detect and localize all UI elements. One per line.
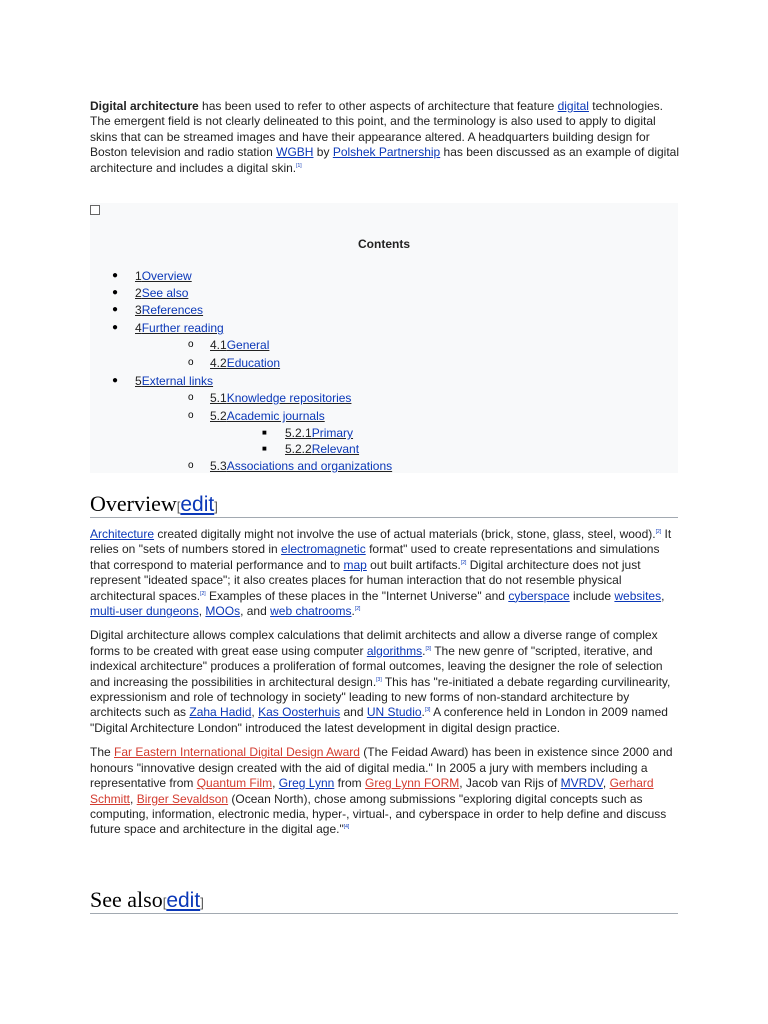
link-far-eastern-award[interactable]: Far Eastern International Digital Design Award <box>114 745 360 760</box>
toc-item-relevant[interactable]: 5.2.2Relevant <box>285 442 360 456</box>
toc-bullet: ■ <box>262 444 267 453</box>
ref-2d[interactable]: [2] <box>354 606 361 613</box>
link-digital[interactable]: digital <box>557 99 589 113</box>
overview-section <box>90 527 680 838</box>
link-un-studio[interactable]: UN Studio <box>366 705 422 720</box>
toc-bullet: o <box>188 357 194 368</box>
article <box>90 99 680 912</box>
heading-overview: Overview[edit] <box>90 491 218 516</box>
link-moos[interactable]: MOOs <box>205 604 241 619</box>
ref-3[interactable]: [3] <box>425 645 432 652</box>
toc-item-general[interactable]: 4.1General <box>210 338 270 352</box>
toc-item-further-reading[interactable]: 4Further reading <box>135 321 224 335</box>
toc-item-external-links[interactable]: 5External links <box>135 374 214 388</box>
link-quantum-film[interactable]: Quantum Film <box>196 776 273 791</box>
toc-toggle-checkbox[interactable] <box>90 205 100 215</box>
link-cyberspace[interactable]: cyberspace <box>508 588 570 603</box>
link-map[interactable]: map <box>343 557 367 572</box>
link-greg-lynn-form[interactable]: Greg Lynn FORM <box>365 776 460 791</box>
intro-paragraph: Digital architecture has been used to refer to other aspects of architecture that feature digital technologies. The emergent field is not clearly delineated to this point, and the terminology is also used to apply to digital skins that can be streamed images and have their appearance altered. A headquarters building design for Boston television and radio station WGBH by Polshek Partnership has been discussed as an example of digital architecture and includes a digital skin.[1] <box>90 99 680 175</box>
ref-3b[interactable]: [3] <box>376 676 382 683</box>
edit-see-also-link[interactable]: edit <box>166 889 201 912</box>
overview-paragraph-1: Architecture created digitally might not involve the use of actual materials (brick, stone, glass, steel, wood).[2] It relies on "sets of numbers stored in electromagnetic format" used to create representations and simulations that correspond to material performance and to map out built artifacts.[2] Digital architecture does not just represent "ideated space"; it also creates places for human interaction that do not resemble physical architectural spaces.[2] Examples of these places in the "Internet Universe" and cyberspace include websites, multi-user dungeons, MOOs, and web chatrooms.[2] <box>90 527 672 619</box>
link-algorithms[interactable]: algorithms <box>366 643 423 658</box>
ref-2[interactable]: [2] <box>655 529 662 535</box>
link-polshek-partnership[interactable]: Polshek Partnership <box>332 145 441 160</box>
link-wgbh[interactable]: WGBH <box>276 145 314 160</box>
ref-4[interactable]: [4] <box>343 824 350 831</box>
toc-bullet: ● <box>112 322 119 333</box>
toc-item-see-also[interactable]: 2See also <box>135 286 189 300</box>
link-birger-sevaldson[interactable]: Birger Sevaldson <box>136 791 229 806</box>
ref-2b[interactable]: [2] <box>460 559 467 566</box>
ref-3c[interactable]: [3] <box>424 707 431 714</box>
heading-rule <box>90 517 678 518</box>
link-gerhard-schmitt[interactable]: Gerhard Schmitt <box>90 776 654 806</box>
toc-bullet: ● <box>112 375 119 386</box>
link-architecture[interactable]: Architecture <box>90 527 155 541</box>
toc-item-references[interactable]: 3References <box>135 303 204 317</box>
table-of-contents <box>90 203 678 473</box>
toc-item-primary[interactable]: 5.2.1Primary <box>285 426 354 440</box>
link-web-chatrooms[interactable]: web chatrooms <box>270 604 352 619</box>
link-multi-user-dungeons[interactable]: multi-user dungeons <box>90 604 199 619</box>
link-mvrdv[interactable]: MVRDV <box>560 776 603 791</box>
ref-1[interactable]: [1] <box>296 162 302 169</box>
toc-item-academic-journals[interactable]: 5.2Academic journals <box>210 409 325 423</box>
toc-bullet: o <box>188 460 194 471</box>
toc-title: Contents <box>358 237 410 251</box>
toc-bullet: o <box>188 392 194 403</box>
toc-bullet: o <box>188 339 194 350</box>
link-zaha-hadid[interactable]: Zaha Hadid <box>189 705 252 720</box>
overview-paragraph-3: The Far Eastern International Digital Design Award (The Feidad Award) has been in existence since 2000 and honours "innovative design created with the aid of digital media." In 2005 a jury with members including a representative from Quantum Film, Greg Lynn from Greg Lynn FORM, Jacob van Rijs of MVRDV, Gerhard Schmitt, Birger Sevaldson (Ocean North), chose among submissions "exploring digital concepts such as computing, information, electronic media, hyper-, virtual-, and cyberspace in order to help define and discuss future space and architecture in the digital age."[4] <box>90 745 673 837</box>
toc-item-knowledge-repositories[interactable]: 5.1Knowledge repositories <box>210 391 352 405</box>
toc-bullet: ● <box>112 270 119 281</box>
link-kas-oosterhuis[interactable]: Kas Oosterhuis <box>258 705 341 720</box>
link-greg-lynn[interactable]: Greg Lynn <box>278 776 335 791</box>
link-websites[interactable]: websites <box>614 588 662 603</box>
toc-bullet: ● <box>112 304 119 315</box>
overview-paragraph-2: Digital architecture allows complex calculations that delimit architects and allow a diverse range of complex forms to be created with great ease using computer algorithms.[3] The new genre of "scripted, iterative, and indexical architecture" produces a proliferation of formal outcomes, leaving the designer the role of selection and increasing the possibilities in architectural design.[3] This has "re-initiated a debate regarding curvilinearity, expressionism and role of technology in society" leading to new forms of non-standard architecture by architects such as Zaha Hadid, Kas Oosterhuis and UN Studio.[3] A conference held in London in 2009 named "Digital Architecture London" introduced the latest development in digital design practice. <box>90 628 671 735</box>
toc-item-associations[interactable]: 5.3Associations and organizations <box>210 459 393 473</box>
toc-bullet: ■ <box>262 428 267 437</box>
toc-bullet: ● <box>112 287 119 298</box>
heading-rule <box>90 913 678 914</box>
intro-bold-term: Digital architecture <box>90 99 199 113</box>
toc-bullet: o <box>188 410 194 421</box>
heading-see-also: See also[edit] <box>90 887 204 912</box>
link-electromagnetic[interactable]: electromagnetic <box>281 542 366 557</box>
toc-item-overview[interactable]: 1Overview <box>135 269 192 283</box>
toc-item-education[interactable]: 4.2Education <box>210 356 281 370</box>
ref-2c[interactable]: [2] <box>200 590 206 597</box>
edit-overview-link[interactable]: edit <box>180 493 215 516</box>
